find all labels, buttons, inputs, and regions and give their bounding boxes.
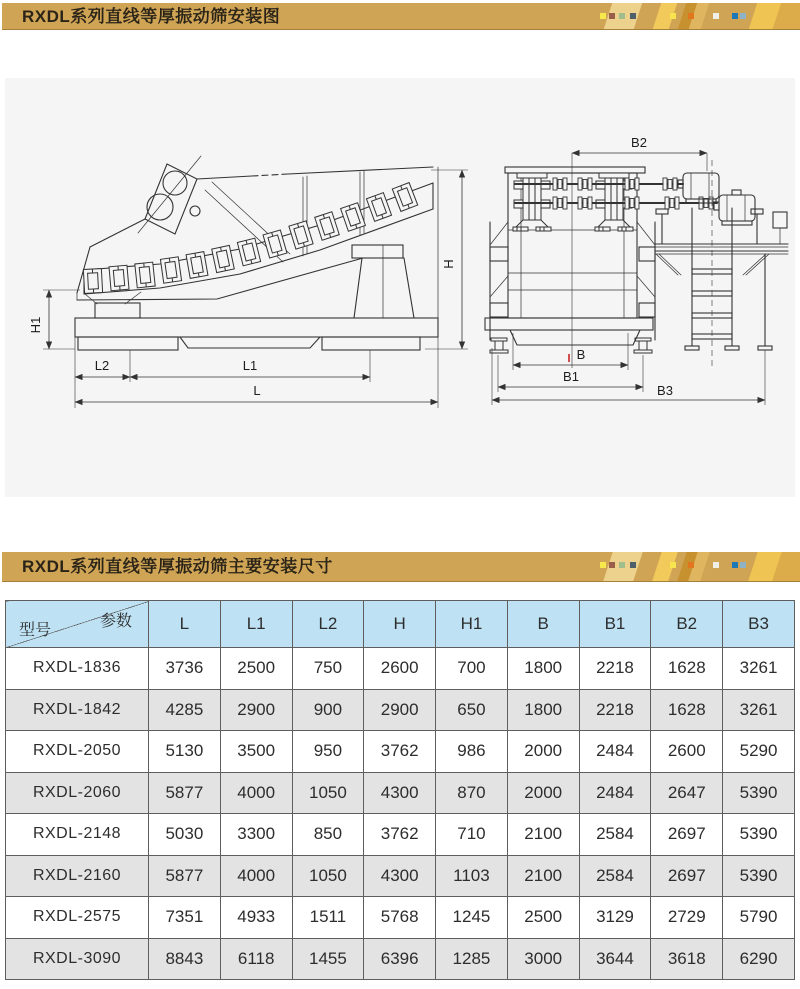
deco-square — [600, 13, 606, 19]
deco-square — [619, 562, 625, 568]
value-cell: 3618 — [651, 938, 723, 980]
model-cell: RXDL-3090 — [6, 938, 149, 980]
value-cell: 2100 — [507, 814, 579, 856]
model-cell: RXDL-2160 — [6, 855, 149, 897]
value-cell: 3261 — [723, 689, 795, 731]
deco-square — [740, 562, 746, 568]
value-cell: 2697 — [651, 855, 723, 897]
model-cell: RXDL-2575 — [6, 897, 149, 939]
model-cell: RXDL-2148 — [6, 814, 149, 856]
value-cell: 900 — [292, 689, 364, 731]
table-row — [6, 855, 795, 897]
value-cell: 5877 — [149, 772, 221, 814]
dim-label-b3: B3 — [657, 383, 673, 398]
deco-square — [670, 13, 676, 19]
deco-square — [688, 13, 694, 19]
value-cell: 3736 — [149, 648, 221, 690]
value-cell: 1628 — [651, 648, 723, 690]
banner-installation-diagram — [2, 3, 800, 30]
table-row — [6, 897, 795, 939]
model-cell: RXDL-1836 — [6, 648, 149, 690]
table-header-row — [6, 601, 795, 648]
value-cell: 750 — [292, 648, 364, 690]
value-cell: 1455 — [292, 938, 364, 980]
value-cell: 2484 — [579, 731, 651, 773]
value-cell: 2697 — [651, 814, 723, 856]
column-header-b3: B3 — [723, 601, 795, 648]
column-header-h: H — [364, 601, 436, 648]
value-cell: 3644 — [579, 938, 651, 980]
deco-square — [630, 562, 636, 568]
dim-label-l2: L2 — [94, 358, 110, 373]
value-cell: 6396 — [364, 938, 436, 980]
value-cell: 950 — [292, 731, 364, 773]
value-cell: 1511 — [292, 897, 364, 939]
corner-label-parameter: 参数 — [99, 613, 132, 630]
column-header-l: L — [149, 601, 221, 648]
value-cell: 5390 — [723, 814, 795, 856]
value-cell: 3762 — [364, 731, 436, 773]
value-cell: 2600 — [364, 648, 436, 690]
value-cell: 1050 — [292, 855, 364, 897]
dim-label-b1: B1 — [563, 369, 579, 384]
deco-square — [670, 562, 676, 568]
value-cell: 2484 — [579, 772, 651, 814]
banner-main-dimensions — [2, 552, 800, 582]
value-cell: 2500 — [220, 648, 292, 690]
value-cell: 5768 — [364, 897, 436, 939]
dim-label-l1: L1 — [242, 358, 258, 373]
column-header-b2: B2 — [651, 601, 723, 648]
value-cell: 5130 — [149, 731, 221, 773]
value-cell: 2500 — [507, 897, 579, 939]
table-row — [6, 731, 795, 773]
column-header-b: B — [507, 601, 579, 648]
value-cell: 5390 — [723, 772, 795, 814]
value-cell: 5790 — [723, 897, 795, 939]
end-view — [485, 135, 788, 405]
value-cell: 2000 — [507, 731, 579, 773]
deco-square — [600, 562, 606, 568]
drawing-panel — [5, 78, 795, 497]
value-cell: 3261 — [723, 648, 795, 690]
value-cell: 7351 — [149, 897, 221, 939]
value-cell: 6118 — [220, 938, 292, 980]
value-cell: 4300 — [364, 855, 436, 897]
deco-square — [713, 13, 719, 19]
corner-label-model: 型号 — [19, 622, 52, 639]
value-cell: 1103 — [436, 855, 508, 897]
side-view — [28, 156, 468, 408]
deco-square — [740, 13, 746, 19]
value-cell: 2729 — [651, 897, 723, 939]
banner-decoration — [585, 552, 800, 581]
value-cell: 2900 — [364, 689, 436, 731]
table-row — [6, 814, 795, 856]
value-cell: 6290 — [723, 938, 795, 980]
value-cell: 3500 — [220, 731, 292, 773]
dim-label-b: B — [576, 347, 586, 362]
table-row — [6, 938, 795, 980]
value-cell: 1245 — [436, 897, 508, 939]
column-header-b1: B1 — [579, 601, 651, 648]
value-cell: 2600 — [651, 731, 723, 773]
value-cell: 5877 — [149, 855, 221, 897]
deco-square — [713, 562, 719, 568]
value-cell: 4000 — [220, 855, 292, 897]
value-cell: 3762 — [364, 814, 436, 856]
dim-label-h: H — [441, 259, 456, 269]
deco-square — [619, 13, 625, 19]
corner-cell — [6, 601, 149, 648]
value-cell: 1285 — [436, 938, 508, 980]
value-cell: 2900 — [220, 689, 292, 731]
banner-title: RXDL系列直线等厚振动筛主要安装尺寸 — [22, 557, 333, 576]
installation-drawing — [5, 78, 795, 497]
value-cell: 5290 — [723, 731, 795, 773]
model-cell: RXDL-1842 — [6, 689, 149, 731]
value-cell: 4000 — [220, 772, 292, 814]
value-cell: 4300 — [364, 772, 436, 814]
model-cell: RXDL-2060 — [6, 772, 149, 814]
model-cell: RXDL-2050 — [6, 731, 149, 773]
dim-label-b2: B2 — [631, 135, 647, 150]
value-cell: 850 — [292, 814, 364, 856]
banner-decoration — [585, 3, 800, 29]
value-cell: 870 — [436, 772, 508, 814]
deco-square — [609, 562, 615, 568]
value-cell: 3300 — [220, 814, 292, 856]
value-cell: 5390 — [723, 855, 795, 897]
value-cell: 2584 — [579, 814, 651, 856]
deco-square — [688, 562, 694, 568]
value-cell: 700 — [436, 648, 508, 690]
value-cell: 3000 — [507, 938, 579, 980]
dim-label-h1: H1 — [28, 316, 43, 334]
value-cell: 1050 — [292, 772, 364, 814]
value-cell: 8843 — [149, 938, 221, 980]
deco-square — [630, 13, 636, 19]
value-cell: 650 — [436, 689, 508, 731]
table-row — [6, 689, 795, 731]
deco-square — [732, 13, 738, 19]
deco-square — [732, 562, 738, 568]
value-cell: 4933 — [220, 897, 292, 939]
value-cell: 710 — [436, 814, 508, 856]
dim-label-l: L — [253, 383, 261, 398]
value-cell: 2218 — [579, 689, 651, 731]
value-cell: 2218 — [579, 648, 651, 690]
value-cell: 986 — [436, 731, 508, 773]
value-cell: 2647 — [651, 772, 723, 814]
table-row — [6, 648, 795, 690]
value-cell: 2100 — [507, 855, 579, 897]
value-cell: 1628 — [651, 689, 723, 731]
deco-square — [609, 13, 615, 19]
value-cell: 3129 — [579, 897, 651, 939]
value-cell: 4285 — [149, 689, 221, 731]
value-cell: 5030 — [149, 814, 221, 856]
column-header-l2: L2 — [292, 601, 364, 648]
value-cell: 1800 — [507, 648, 579, 690]
value-cell: 2584 — [579, 855, 651, 897]
value-cell: 2000 — [507, 772, 579, 814]
value-cell: 1800 — [507, 689, 579, 731]
banner-title: RXDL系列直线等厚振动筛安装图 — [22, 7, 281, 26]
column-header-h1: H1 — [436, 601, 508, 648]
dimensions-table — [5, 600, 795, 980]
table-row — [6, 772, 795, 814]
column-header-l1: L1 — [220, 601, 292, 648]
